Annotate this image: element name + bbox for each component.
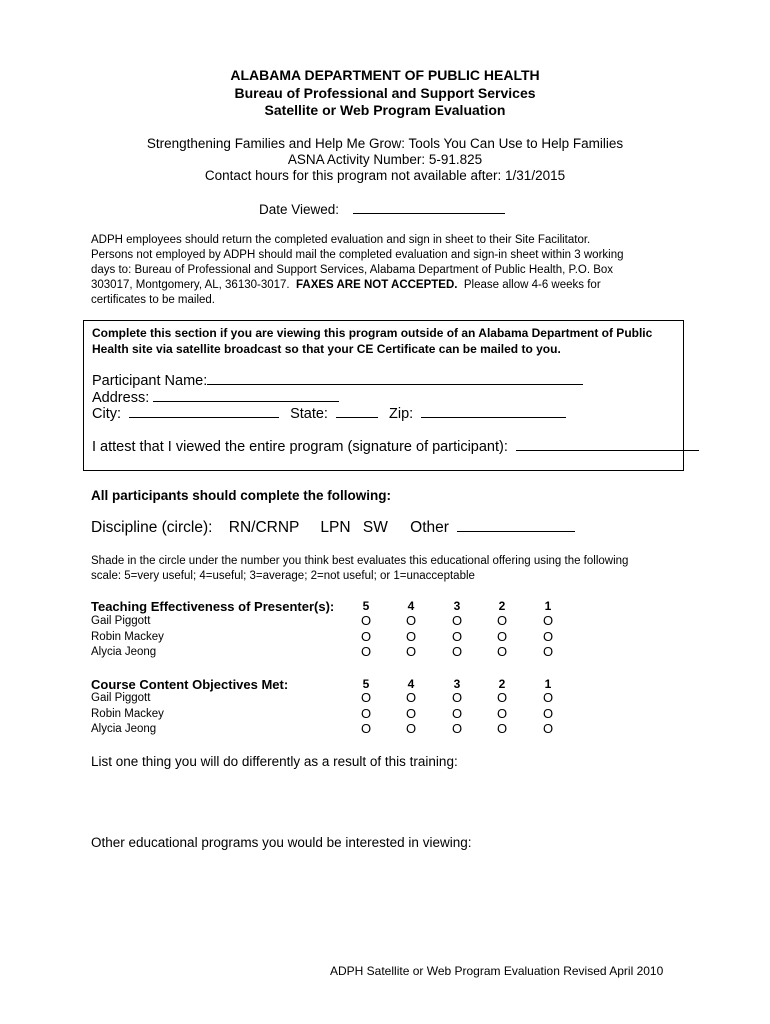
discipline-row [91,519,575,537]
satellite-intro-line: Complete this section if you are viewing this program outside of an Alabama Department of Public [92,326,653,340]
rating-circle-3[interactable]: O [451,613,463,628]
rating-circle-1[interactable]: O [542,629,554,644]
discipline-option-other[interactable]: Other [410,519,449,536]
rating-circle-3[interactable]: O [451,629,463,644]
program-title: Strengthening Families and Help Me Grow: Tools You Can Use to Help Families [146,136,624,151]
rating-circle-2[interactable]: O [496,706,508,721]
city-field[interactable] [129,405,279,418]
date-viewed-row [259,201,505,218]
rating-circle-5[interactable]: O [360,644,372,659]
attest-label: I attest that I viewed the entire program (signature of participant): [92,439,508,455]
rating-circle-1[interactable]: O [542,613,554,628]
rating-circle-5[interactable]: O [360,613,372,628]
rating-circle-5[interactable]: O [360,721,372,736]
participant-name-row [92,372,583,390]
state-label: State: [290,406,328,422]
asna-number: ASNA Activity Number: 5-91.825 [287,152,483,167]
bureau-title: Bureau of Professional and Support Services [234,85,536,101]
rating-circle-4[interactable]: O [405,613,417,628]
rating-header-3: 3 [453,677,461,691]
rating-circle-5[interactable]: O [360,690,372,705]
rating-circle-1[interactable]: O [542,690,554,705]
presenter-name: Robin Mackey [91,631,164,643]
instructions-line: Persons not employed by ADPH should mail the completed evaluation and sign-in sheet within 3 working [91,249,624,261]
course-content-heading: Course Content Objectives Met: [91,677,289,692]
discipline-label: Discipline (circle): [91,519,213,536]
presenter-name: Alycia Jeong [91,646,157,658]
date-viewed-label: Date Viewed: [259,202,340,217]
address-label: Address: [92,390,150,406]
rating-circle-3[interactable]: O [451,644,463,659]
question-do-differently: List one thing you will do differently as a result of this training: [91,754,458,769]
address-field[interactable] [153,389,339,402]
discipline-option-rn[interactable]: RN/CRNP [228,519,300,536]
rating-circle-1[interactable]: O [542,721,554,736]
participant-name-field[interactable] [207,372,583,385]
rating-circle-4[interactable]: O [405,644,417,659]
teaching-effectiveness-heading: Teaching Effectiveness of Presenter(s): [91,599,335,614]
rating-circle-3[interactable]: O [451,706,463,721]
presenter-name: Robin Mackey [91,708,164,720]
rating-header-5: 5 [362,599,370,613]
rating-circle-4[interactable]: O [405,721,417,736]
scale-line: Shade in the circle under the number you think best evaluates this educational offering using the following [91,555,629,567]
rating-circle-5[interactable]: O [360,706,372,721]
wait-notice: Please allow 4-6 weeks for [463,279,601,291]
satellite-intro-line: Health site via satellite broadcast so that your CE Certificate can be mailed to you. [92,342,561,356]
rating-header-3: 3 [453,599,461,613]
instructions-line: ADPH employees should return the completed evaluation and sign in sheet to their Site Facilitator. [91,234,591,246]
rating-header-1: 1 [544,599,552,613]
city-state-zip-row [92,405,566,423]
satellite-section-box [83,320,684,471]
rating-header-2: 2 [498,599,506,613]
rating-circle-4[interactable]: O [405,706,417,721]
rating-circle-4[interactable]: O [405,629,417,644]
rating-header-5: 5 [362,677,370,691]
form-title: Satellite or Web Program Evaluation [264,102,506,118]
rating-circle-3[interactable]: O [451,690,463,705]
instructions [91,233,691,308]
no-faxes-notice: FAXES ARE NOT ACCEPTED. [296,279,458,291]
attest-row [92,438,699,456]
rating-header-4: 4 [407,677,415,691]
instructions-line: certificates to be mailed. [91,294,216,306]
department-title: ALABAMA DEPARTMENT OF PUBLIC HEALTH [230,67,540,83]
instructions-line [91,278,691,293]
city-label: City: [92,406,121,422]
presenter-name: Gail Piggott [91,615,151,627]
signature-field[interactable] [516,438,699,451]
presenter-name: Alycia Jeong [91,723,157,735]
rating-circle-2[interactable]: O [496,629,508,644]
rating-circle-3[interactable]: O [451,721,463,736]
presenter-name: Gail Piggott [91,692,151,704]
question-other-programs: Other educational programs you would be interested in viewing: [91,835,472,850]
rating-header-2: 2 [498,677,506,691]
rating-circle-2[interactable]: O [496,690,508,705]
instructions-line: days to: Bureau of Professional and Support Services, Alabama Department of Public Health, P.O. Box [91,264,614,276]
discipline-option-lpn[interactable]: LPN [320,519,351,536]
participant-name-label: Participant Name: [92,373,208,389]
rating-circle-4[interactable]: O [405,690,417,705]
satellite-intro [92,325,682,357]
date-viewed-field[interactable] [353,201,505,214]
rating-circle-2[interactable]: O [496,721,508,736]
rating-circle-1[interactable]: O [542,644,554,659]
discipline-option-sw[interactable]: SW [362,519,388,536]
rating-circle-2[interactable]: O [496,613,508,628]
zip-field[interactable] [421,405,566,418]
scale-instructions [91,554,691,584]
contact-hours: Contact hours for this program not available after: 1/31/2015 [204,168,566,183]
rating-circle-1[interactable]: O [542,706,554,721]
discipline-other-field[interactable] [457,519,575,532]
rating-circle-5[interactable]: O [360,629,372,644]
scale-line: scale: 5=very useful; 4=useful; 3=average; 2=not useful; or 1=unacceptable [91,570,475,582]
address-text: 303017, Montgomery, AL, 36130-3017. [91,279,290,291]
rating-circle-2[interactable]: O [496,644,508,659]
zip-label: Zip: [389,406,414,422]
state-field[interactable] [336,405,378,418]
rating-header-4: 4 [407,599,415,613]
all-participants-heading: All participants should complete the following: [91,488,392,503]
footer-text: ADPH Satellite or Web Program Evaluation Revised April 2010 [330,964,664,978]
rating-header-1: 1 [544,677,552,691]
